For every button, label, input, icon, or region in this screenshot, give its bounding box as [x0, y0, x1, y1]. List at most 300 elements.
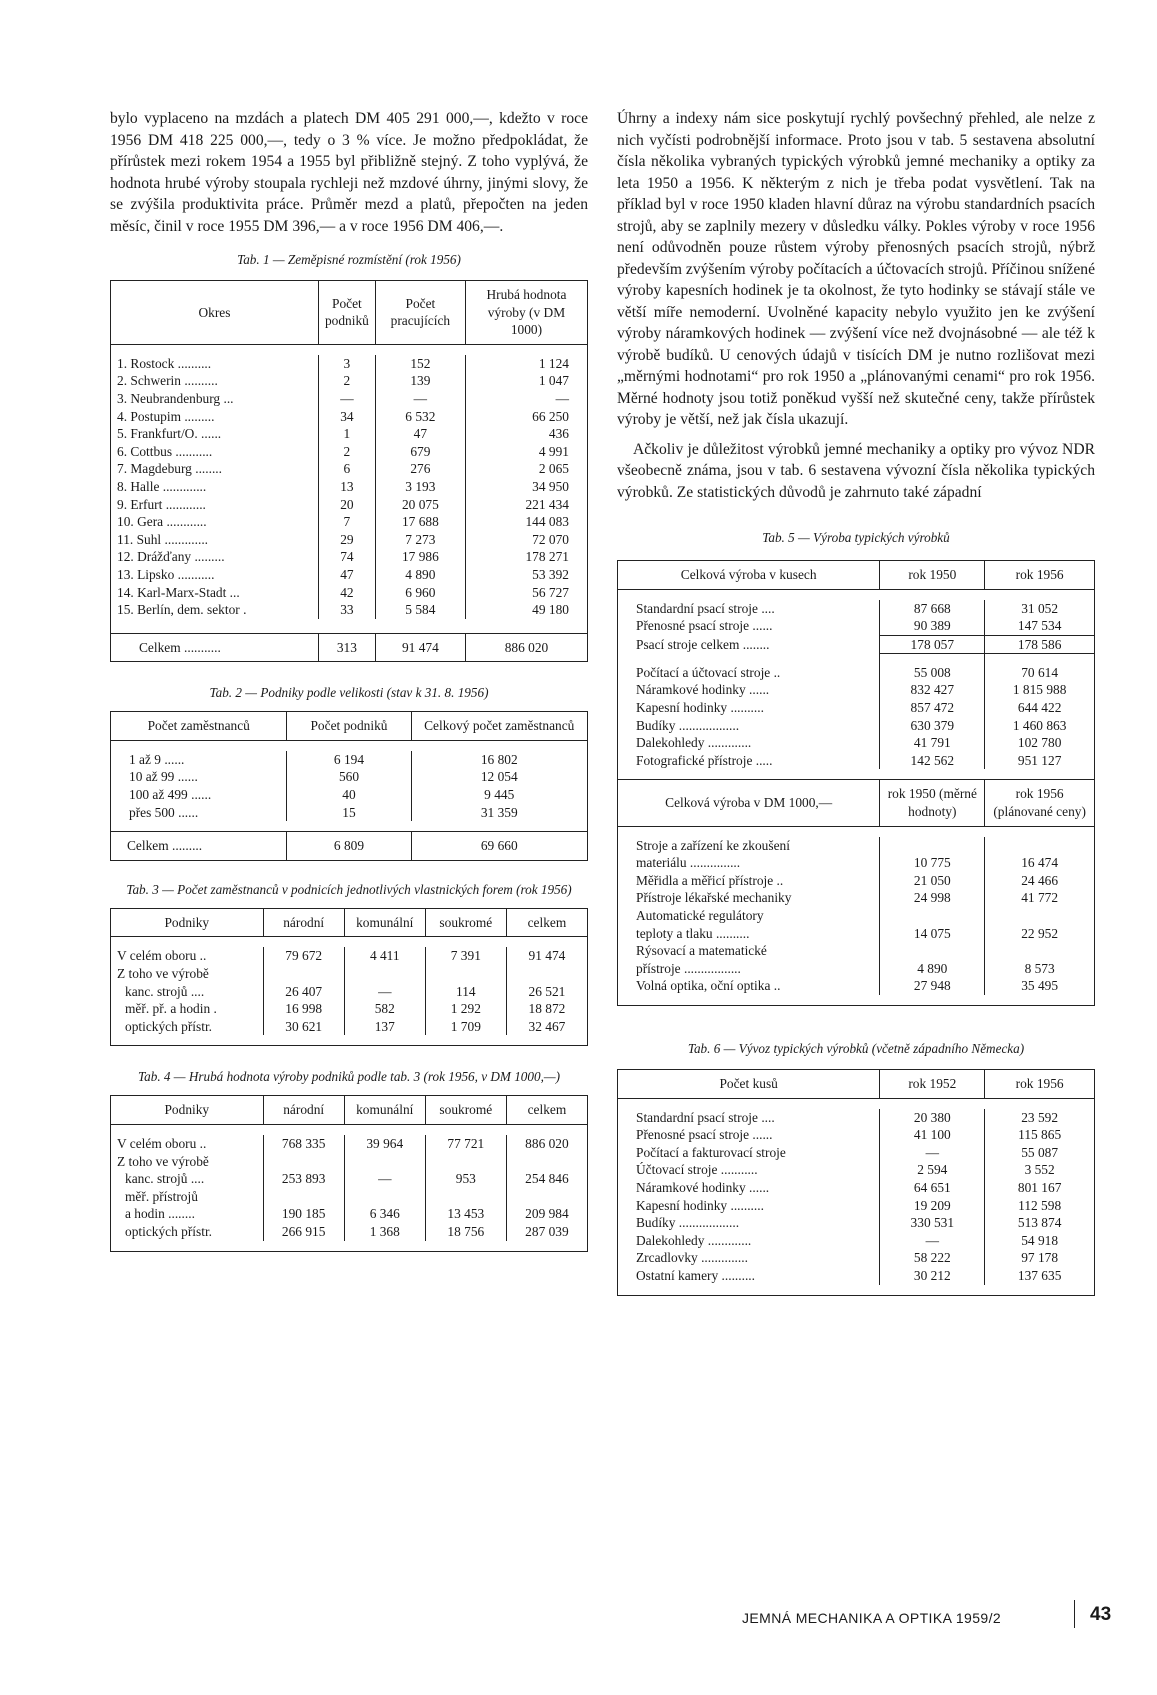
right-paragraph-2: Ačkoliv je důležitost výrobků jemné mechaniky a optiky pro vývoz NDR všeobecně známa, jsou v tab. 6 sestavena vývozní čísla několika typických výrobků. Ze statistických důvodů je zahrnuto také západní: [617, 440, 1095, 501]
tab6-header-1: rok 1952: [880, 1069, 985, 1098]
table-row: [618, 1197, 1095, 1215]
tab3-header-0: Podniky: [111, 908, 264, 937]
table-row: [111, 983, 588, 1001]
tab4-narodni: 190 185: [263, 1205, 344, 1223]
table-row: [618, 854, 1095, 872]
tab1-podniku: 2: [318, 372, 375, 390]
table-row: [111, 496, 588, 514]
tab6-rok1952: 20 380: [880, 1109, 985, 1127]
tab5-label: teploty a tlaku ..........: [618, 925, 880, 943]
tab2-label: 1 až 9 ......: [111, 751, 287, 769]
tab5-header-1: rok 1950: [880, 561, 985, 590]
tab1-podniku: 6: [318, 460, 375, 478]
table-row: [618, 1249, 1095, 1267]
right-paragraph-1: Úhrny a indexy nám sice poskytují rychlý povšechný přehled, ale nelze z nich vyčísti podrobnější informace. Proto jsou v tab. 5 sestavena absolutní čísla několika vybraných typických výrobků jemné mechaniky a optiky za leta 1950 a 1956. K některým z nich je třeba podat vysvětlení. Tak na příklad byl v roce 1950 kladen hlavní důraz na výrobu standardních psacích strojů, aby se zaplnily mezery v důsledku války. Pokles výroby v roce 1956 není odůvodněn pouze růstem výroby přenosných psacích strojů, nýbrž především zvýšením výroby počítacích a účtovacích strojů. Příčinou snížené výroby kapesních hodinek je ta okolnost, že tyto hodinky se stávají stále ve větší míře nemoderní. Uvolněné kapacity nebylo využito jen ke zvýšení výroby náramkových hodinek — zvýšení více než dvojnásobné — ale též k výrobě budíků. U cenových údajů v tisících DM je nutno rozlišovat mezi „měrnými hodnotami“ pro rok 1950 a „plánovanými cenami“ pro rok 1956. Měrné hodnoty jsou totiž poněkud vyšší než skutečné ceny, takže přírůstek výroby je větší, než jak čísla ukazují.: [617, 110, 1095, 428]
tab2-zamestnancu: 9 445: [411, 786, 588, 804]
table-row: [618, 717, 1095, 735]
table-row: [618, 1109, 1095, 1127]
table-row: [618, 1126, 1095, 1144]
tab5-rok1956: 1 815 988: [985, 681, 1095, 699]
tab4-soukrome: 953: [425, 1170, 506, 1188]
tab2-label: přes 500 ......: [111, 804, 287, 822]
table-row: [618, 1179, 1095, 1197]
tab6-header-2: rok 1956: [985, 1069, 1095, 1098]
tab5-rok1950: 21 050: [880, 872, 985, 890]
tab5-rok1950: 4 890: [880, 960, 985, 978]
tab4-header-4: celkem: [506, 1096, 587, 1125]
tab6-header-0: Počet kusů: [618, 1069, 880, 1098]
tab1-pracujicich: 3 193: [375, 478, 465, 496]
table-row: [111, 372, 588, 390]
tab2-total-a: 6 809: [287, 832, 411, 861]
tab1-podniku: 1: [318, 425, 375, 443]
tab4-label: kanc. strojů ....: [111, 1170, 264, 1188]
tab1-podniku: 74: [318, 548, 375, 566]
tab1-okres: 9. Erfurt ............: [111, 496, 319, 514]
tab6-rok1952: 330 531: [880, 1214, 985, 1232]
tab3-celkem: 32 467: [506, 1018, 587, 1036]
table-row: [111, 786, 588, 804]
tab4-header-1: národní: [263, 1096, 344, 1125]
tab6-rok1952: —: [880, 1144, 985, 1162]
tab1-okres: 4. Postupim .........: [111, 408, 319, 426]
tab2-podniku: 15: [287, 804, 411, 822]
tab3-caption: Tab. 3 — Počet zaměstnanců v podnicích jednotlivých vlastnických forem (rok 1956): [126, 881, 572, 897]
tab5-rok1950: 832 427: [880, 681, 985, 699]
tab5-rok1950: 87 668: [880, 600, 985, 618]
tab5-rok1950: 24 998: [880, 889, 985, 907]
tab4-celkem: 209 984: [506, 1205, 587, 1223]
tab3-soukrome: 114: [425, 983, 506, 1001]
tab6-rok1956: 801 167: [985, 1179, 1095, 1197]
table-row: [618, 752, 1095, 770]
tab6-rok1956: 137 635: [985, 1267, 1095, 1285]
footer-divider: [1074, 1600, 1075, 1628]
tab5-label: Měřidla a měřicí přístroje ..: [618, 872, 880, 890]
table-row: [111, 478, 588, 496]
tab6-label: Dalekohledy .............: [618, 1232, 880, 1250]
tab5-header-2: rok 1956: [985, 561, 1095, 590]
table-row: [111, 355, 588, 373]
tab6-rok1952: —: [880, 1232, 985, 1250]
tab3-narodni: 30 621: [263, 1018, 344, 1036]
tab4-header-2: komunální: [344, 1096, 425, 1125]
tab1-okres: 6. Cottbus ...........: [111, 443, 319, 461]
table-row: [618, 654, 1095, 664]
tab5-caption: Tab. 5 — Výroba typických výrobků: [762, 530, 950, 545]
tab1-hodnota: 34 950: [465, 478, 587, 496]
table-row: [618, 1214, 1095, 1232]
table-row: [618, 1232, 1095, 1250]
tab6-label: Náramkové hodinky ......: [618, 1179, 880, 1197]
tab2-header-2: Počet podniků: [287, 712, 411, 741]
tab3-label: optických přístr.: [111, 1018, 264, 1036]
tab1-caption: Tab. 1 — Zeměpisné rozmístění (rok 1956): [237, 252, 461, 267]
tab4-celkem: [506, 1188, 587, 1206]
tab5-rok1950: 27 948: [880, 977, 985, 995]
tab6-rok1956: 54 918: [985, 1232, 1095, 1250]
tab1-hodnota: —: [465, 390, 587, 408]
tab4-celkem: [506, 1153, 587, 1171]
table-row: [111, 601, 588, 619]
page-number: 43: [1090, 1604, 1112, 1625]
table-1: [110, 280, 588, 662]
tab1-total-pracujicich: 91 474: [375, 633, 465, 662]
tab5-label: Standardní psací stroje ....: [618, 600, 880, 618]
tab5-rok1956: 24 466: [985, 872, 1095, 890]
tab1-pracujicich: 4 890: [375, 566, 465, 584]
tab1-total-hodnota: 886 020: [465, 633, 587, 662]
table-row: [618, 837, 1095, 855]
table-row: [111, 947, 588, 965]
tab3-label: V celém oboru ..: [111, 947, 264, 965]
tab5-rok1950: 41 791: [880, 734, 985, 752]
tab4-komunalni: —: [344, 1170, 425, 1188]
tab1-okres: 1. Rostock ..........: [111, 355, 319, 373]
tab2-total-label: Celkem .........: [111, 832, 287, 861]
tab2-zamestnancu: 31 359: [411, 804, 588, 822]
tab1-podniku: 42: [318, 584, 375, 602]
tab5-label: Budíky ..................: [618, 717, 880, 735]
tab6-rok1956: 3 552: [985, 1161, 1095, 1179]
tab5-header-0: Celková výroba v kusech: [618, 561, 880, 590]
tab1-okres: 15. Berlín, dem. sektor .: [111, 601, 319, 619]
tab4-komunalni: [344, 1188, 425, 1206]
table-3: [110, 908, 588, 1047]
tab5-rok1956: 1 460 863: [985, 717, 1095, 735]
tab2-podniku: 6 194: [287, 751, 411, 769]
tab5-rok1950: 90 389: [880, 617, 985, 635]
tab3-header-4: celkem: [506, 908, 587, 937]
tab6-rok1956: 97 178: [985, 1249, 1095, 1267]
table-row: [111, 1000, 588, 1018]
tab1-pracujicich: 679: [375, 443, 465, 461]
tab5-label: materiálu ...............: [618, 854, 880, 872]
table-row: [618, 960, 1095, 978]
table-row: [618, 925, 1095, 943]
tab5-label: Počítací a účtovací stroje ..: [618, 664, 880, 682]
table-row: [111, 751, 588, 769]
tab6-rok1952: 19 209: [880, 1197, 985, 1215]
tab5-label: Rýsovací a matematické: [618, 942, 880, 960]
tab4-narodni: 266 915: [263, 1223, 344, 1241]
tab1-podniku: 33: [318, 601, 375, 619]
tab4-soukrome: 18 756: [425, 1223, 506, 1241]
tab1-okres: 5. Frankfurt/O. ......: [111, 425, 319, 443]
tab6-label: Počítací a fakturovací stroje: [618, 1144, 880, 1162]
tab1-podniku: 13: [318, 478, 375, 496]
tab1-podniku: 7: [318, 513, 375, 531]
tab1-pracujicich: 47: [375, 425, 465, 443]
tab2-zamestnancu: 16 802: [411, 751, 588, 769]
tab5-rok1950: 630 379: [880, 717, 985, 735]
tab3-komunalni: 137: [344, 1018, 425, 1036]
tab6-rok1956: 23 592: [985, 1109, 1095, 1127]
tab5-rok1956: 35 495: [985, 977, 1095, 995]
table-row: [618, 872, 1095, 890]
tab1-podniku: 20: [318, 496, 375, 514]
tab3-label: měř. př. a hodin .: [111, 1000, 264, 1018]
tab5-rok1956: [985, 942, 1095, 960]
tab1-podniku: 3: [318, 355, 375, 373]
tab6-label: Přenosné psací stroje ......: [618, 1126, 880, 1144]
table-5: [617, 560, 1095, 1006]
tab1-okres: 10. Gera ............: [111, 513, 319, 531]
tab3-komunalni: [344, 965, 425, 983]
tab6-rok1952: 41 100: [880, 1126, 985, 1144]
tab4-komunalni: 1 368: [344, 1223, 425, 1241]
tab5-rok1956: 16 474: [985, 854, 1095, 872]
tab3-narodni: [263, 965, 344, 983]
table-row: [111, 548, 588, 566]
table-row: [111, 1135, 588, 1153]
tab1-okres: 14. Karl-Marx-Stadt ...: [111, 584, 319, 602]
table-row: [111, 531, 588, 549]
tab3-soukrome: 1 292: [425, 1000, 506, 1018]
tab4-narodni: 253 893: [263, 1170, 344, 1188]
tab1-okres: 2. Schwerin ..........: [111, 372, 319, 390]
table-row: [618, 1267, 1095, 1285]
tab1-hodnota: 72 070: [465, 531, 587, 549]
tab1-hodnota: 66 250: [465, 408, 587, 426]
tab1-header-pracujicich: Počet pracujících: [375, 281, 465, 345]
tab5-label: Přístroje lékařské mechaniky: [618, 889, 880, 907]
tab2-zamestnancu: 12 054: [411, 768, 588, 786]
tab5-rok1956: 951 127: [985, 752, 1095, 770]
table-row: [618, 699, 1095, 717]
tab1-header-podniku: Počet podniků: [318, 281, 375, 345]
tab1-hodnota: 221 434: [465, 496, 587, 514]
tab2-label: 10 až 99 ......: [111, 768, 287, 786]
tab4-label: V celém oboru ..: [111, 1135, 264, 1153]
tab4-caption: Tab. 4 — Hrubá hodnota výroby podniků podle tab. 3 (rok 1956, v DM 1000,—): [138, 1069, 560, 1085]
right-column: [617, 108, 1095, 1296]
tab1-hodnota: 144 083: [465, 513, 587, 531]
tab1-pracujicich: 7 273: [375, 531, 465, 549]
tab3-narodni: 79 672: [263, 947, 344, 965]
tab4-label: optických přístr.: [111, 1223, 264, 1241]
tab5-rok1950: 55 008: [880, 664, 985, 682]
table-row: [111, 390, 588, 408]
table-row: [111, 584, 588, 602]
table-row: [111, 1188, 588, 1206]
tab5-rok1950: [880, 942, 985, 960]
tab5-rok1950: [880, 837, 985, 855]
tab2-podniku: 560: [287, 768, 411, 786]
tab4-soukrome: 77 721: [425, 1135, 506, 1153]
table-row: [618, 942, 1095, 960]
table-row: [618, 734, 1095, 752]
tab6-rok1952: 64 651: [880, 1179, 985, 1197]
journal-footer: JEMNÁ MECHANIKA A OPTIKA 1959/2: [742, 1610, 1002, 1626]
tab4-header-0: Podniky: [111, 1096, 264, 1125]
tab3-label: Z toho ve výrobě: [111, 965, 264, 983]
table-row: [618, 1161, 1095, 1179]
tab1-hodnota: 4 991: [465, 443, 587, 461]
tab5-rok1950: 178 057: [880, 635, 985, 654]
left-paragraph: bylo vyplaceno na mzdách a platech DM 405 291 000,—, kdežto v roce 1956 DM 418 225 000,—, tedy o 3 % více. Je možno předpokládat, že přírůstek mezi rokem 1954 a 1955 byl přibližně stejný. Z toho vyplývá, že hodnota hrubé výroby stoupala rychleji než mzdové úhrny, jinými slovy, že se zvýšila produktivita práce. Průměr mezd a platů, přepočten na jeden měsíc, činil v roce 1955 DM 396,— a v roce 1956 DM 406,—.: [110, 110, 588, 235]
tab1-okres: 7. Magdeburg ........: [111, 460, 319, 478]
tab3-komunalni: 582: [344, 1000, 425, 1018]
tab1-hodnota: 2 065: [465, 460, 587, 478]
tab5-rok1956: 178 586: [985, 635, 1095, 654]
table-row: [618, 681, 1095, 699]
tab5-rok1950: 142 562: [880, 752, 985, 770]
tab5-rok1950: [880, 654, 985, 664]
tab4-soukrome: 13 453: [425, 1205, 506, 1223]
tab5-rok1956: [985, 654, 1095, 664]
tab4-komunalni: 39 964: [344, 1135, 425, 1153]
tab6-label: Zrcadlovky ..............: [618, 1249, 880, 1267]
tab5-header2-2: rok 1956 (plánované ceny): [985, 780, 1095, 826]
tab2-caption: Tab. 2 — Podniky podle velikosti (stav k 31. 8. 1956): [209, 685, 489, 701]
tab6-rok1956: 513 874: [985, 1214, 1095, 1232]
tab5-rok1956: 8 573: [985, 960, 1095, 978]
table-row: [111, 1223, 588, 1241]
tab3-celkem: 18 872: [506, 1000, 587, 1018]
table-row: [111, 804, 588, 822]
table-row: [618, 635, 1095, 654]
tab5-label: Volná optika, oční optika ..: [618, 977, 880, 995]
tab1-pracujicich: —: [375, 390, 465, 408]
table-row: [111, 768, 588, 786]
table-row: [111, 566, 588, 584]
tab5-rok1956: [985, 907, 1095, 925]
tab5-label: Fotografické přístroje .....: [618, 752, 880, 770]
table-row: [111, 460, 588, 478]
table-row: [111, 1153, 588, 1171]
tab6-label: Kapesní hodinky ..........: [618, 1197, 880, 1215]
left-column: [110, 108, 588, 1252]
tab5-label: [618, 654, 880, 664]
table-row: [618, 1144, 1095, 1162]
tab5-label: Psací stroje celkem ........: [618, 635, 880, 654]
tab1-pracujicich: 17 688: [375, 513, 465, 531]
table-2: [110, 711, 588, 861]
tab1-hodnota: 56 727: [465, 584, 587, 602]
tab4-komunalni: [344, 1153, 425, 1171]
tab5-rok1956: 644 422: [985, 699, 1095, 717]
table-row: [618, 617, 1095, 635]
tab6-label: Budíky ..................: [618, 1214, 880, 1232]
tab1-pracujicich: 152: [375, 355, 465, 373]
tab3-celkem: [506, 965, 587, 983]
tab3-komunalni: —: [344, 983, 425, 1001]
table-row: [618, 889, 1095, 907]
tab3-label: kanc. strojů ....: [111, 983, 264, 1001]
tab5-rok1956: 41 772: [985, 889, 1095, 907]
tab1-hodnota: 436: [465, 425, 587, 443]
tab3-komunalni: 4 411: [344, 947, 425, 965]
tab2-label: 100 až 499 ......: [111, 786, 287, 804]
tab5-rok1956: 31 052: [985, 600, 1095, 618]
tab1-podniku: —: [318, 390, 375, 408]
tab6-rok1952: 2 594: [880, 1161, 985, 1179]
tab4-celkem: 886 020: [506, 1135, 587, 1153]
tab5-label: Přenosné psací stroje ......: [618, 617, 880, 635]
table-row: [618, 600, 1095, 618]
tab2-header-1: Počet zaměstnanců: [111, 712, 287, 741]
tab1-podniku: 2: [318, 443, 375, 461]
tab5-rok1956: 102 780: [985, 734, 1095, 752]
tab5-label: přístroje .................: [618, 960, 880, 978]
tab6-rok1956: 115 865: [985, 1126, 1095, 1144]
tab1-podniku: 34: [318, 408, 375, 426]
tab4-label: Z toho ve výrobě: [111, 1153, 264, 1171]
tab1-pracujicich: 5 584: [375, 601, 465, 619]
tab3-soukrome: 7 391: [425, 947, 506, 965]
tab1-okres: 11. Suhl .............: [111, 531, 319, 549]
table-4: [110, 1095, 588, 1251]
table-row: [618, 907, 1095, 925]
tab4-soukrome: [425, 1153, 506, 1171]
tab4-celkem: 287 039: [506, 1223, 587, 1241]
table-row: [618, 977, 1095, 995]
tab5-rok1950: [880, 907, 985, 925]
tab5-label: Stroje a zařízení ke zkoušení: [618, 837, 880, 855]
tab6-label: Ostatní kamery ..........: [618, 1267, 880, 1285]
tab4-narodni: 768 335: [263, 1135, 344, 1153]
tab1-podniku: 29: [318, 531, 375, 549]
tab3-celkem: 26 521: [506, 983, 587, 1001]
tab2-total-b: 69 660: [411, 832, 588, 861]
tab3-celkem: 91 474: [506, 947, 587, 965]
tab6-caption: Tab. 6 — Vývoz typických výrobků (včetně západního Německa): [687, 1040, 1025, 1056]
tab5-rok1956: 147 534: [985, 617, 1095, 635]
tab6-rok1956: 112 598: [985, 1197, 1095, 1215]
tab3-header-2: komunální: [344, 908, 425, 937]
tab3-soukrome: 1 709: [425, 1018, 506, 1036]
tab1-okres: 8. Halle .............: [111, 478, 319, 496]
tab1-total-podniku: 313: [318, 633, 375, 662]
tab3-narodni: 26 407: [263, 983, 344, 1001]
tab1-pracujicich: 20 075: [375, 496, 465, 514]
tab5-rok1956: 22 952: [985, 925, 1095, 943]
tab1-hodnota: 49 180: [465, 601, 587, 619]
tab6-label: Standardní psací stroje ....: [618, 1109, 880, 1127]
table-row: [111, 1205, 588, 1223]
tab5-rok1956: [985, 837, 1095, 855]
tab5-rok1950: 10 775: [880, 854, 985, 872]
table-row: [618, 664, 1095, 682]
tab5-header2-1: rok 1950 (měrné hodnoty): [880, 780, 985, 826]
tab5-label: Dalekohledy .............: [618, 734, 880, 752]
tab5-label: Náramkové hodinky ......: [618, 681, 880, 699]
tab4-celkem: 254 846: [506, 1170, 587, 1188]
tab1-header-okres: Okres: [111, 281, 319, 345]
tab1-hodnota: 1 124: [465, 355, 587, 373]
tab4-narodni: [263, 1153, 344, 1171]
tab1-podniku: 47: [318, 566, 375, 584]
table-row: [111, 408, 588, 426]
tab1-hodnota: 178 271: [465, 548, 587, 566]
table-row: [111, 425, 588, 443]
table-row: [111, 443, 588, 461]
table-row: [111, 965, 588, 983]
tab1-okres: 3. Neubrandenburg ...: [111, 390, 319, 408]
tab1-okres: 13. Lipsko ...........: [111, 566, 319, 584]
tab1-pracujicich: 6 960: [375, 584, 465, 602]
tab4-narodni: [263, 1188, 344, 1206]
tab1-header-hodnota: Hrubá hodnota výroby (v DM 1000): [465, 281, 587, 345]
tab6-rok1952: 30 212: [880, 1267, 985, 1285]
tab5-rok1950: 857 472: [880, 699, 985, 717]
table-row: [111, 513, 588, 531]
tab6-rok1956: 55 087: [985, 1144, 1095, 1162]
tab3-header-1: národní: [263, 908, 344, 937]
tab4-header-3: soukromé: [425, 1096, 506, 1125]
tab6-rok1952: 58 222: [880, 1249, 985, 1267]
